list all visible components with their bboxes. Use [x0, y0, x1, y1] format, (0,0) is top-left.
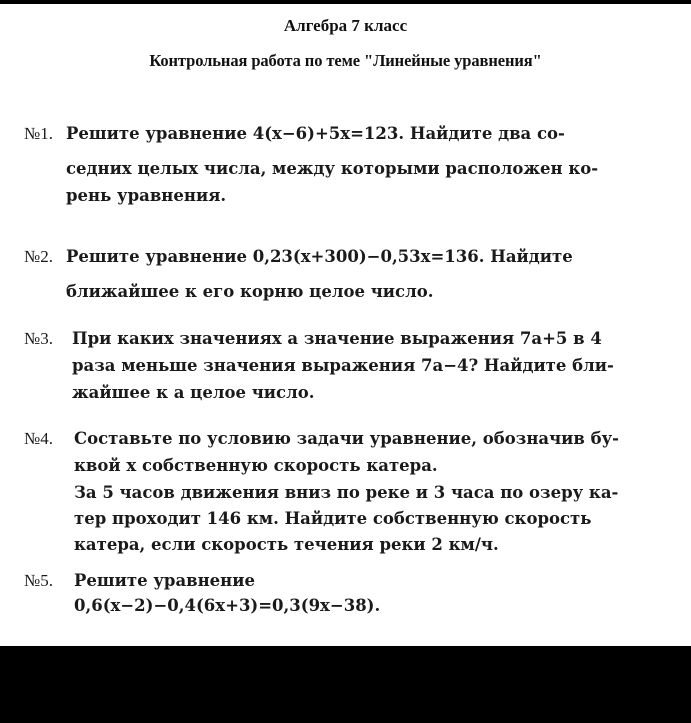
- task-line: При каких значениях a значение выражения 7a+5 в 4: [72, 329, 602, 348]
- task-line: седних целых числа, между которыми расположен ко-: [66, 159, 599, 178]
- task-line: квой x собственную скорость катера.: [74, 456, 438, 475]
- task-number: №1.: [24, 124, 53, 143]
- task-line: Решите уравнение: [74, 571, 255, 590]
- task-line: раза меньше значения выражения 7a−4? Найдите бли-: [72, 356, 614, 375]
- task-number: №5.: [24, 571, 53, 590]
- task-number: №2.: [24, 247, 53, 266]
- task-line: тер проходит 146 км. Найдите собственную скорость: [74, 509, 592, 528]
- task-line: Составьте по условию задачи уравнение, обозначив бу-: [74, 429, 620, 448]
- task-number: №4.: [24, 429, 53, 448]
- task-line: рень уравнения.: [66, 186, 227, 205]
- task-line: Решите уравнение 4(x−6)+5x=123. Найдите два со-: [66, 124, 565, 143]
- worksheet-title: Алгебра 7 класс: [283, 16, 408, 35]
- task-line: ближайшее к его корню целое число.: [66, 282, 434, 301]
- task-equation: 0,6(x−2)−0,4(6x+3)=0,3(9x−38).: [74, 596, 381, 615]
- worksheet-page: [0, 4, 691, 646]
- task-line: За 5 часов движения вниз по реке и 3 часа по озеру ка-: [74, 483, 619, 502]
- task-line: Решите уравнение 0,23(x+300)−0,53x=136. Найдите: [66, 247, 573, 266]
- task-line: катера, если скорость течения реки 2 км/ч.: [74, 535, 499, 554]
- worksheet-subtitle: Контрольная работа по теме "Линейные уравнения": [149, 51, 542, 70]
- task-line: жайшее к a целое число.: [72, 383, 315, 402]
- task-number: №3.: [24, 329, 53, 348]
